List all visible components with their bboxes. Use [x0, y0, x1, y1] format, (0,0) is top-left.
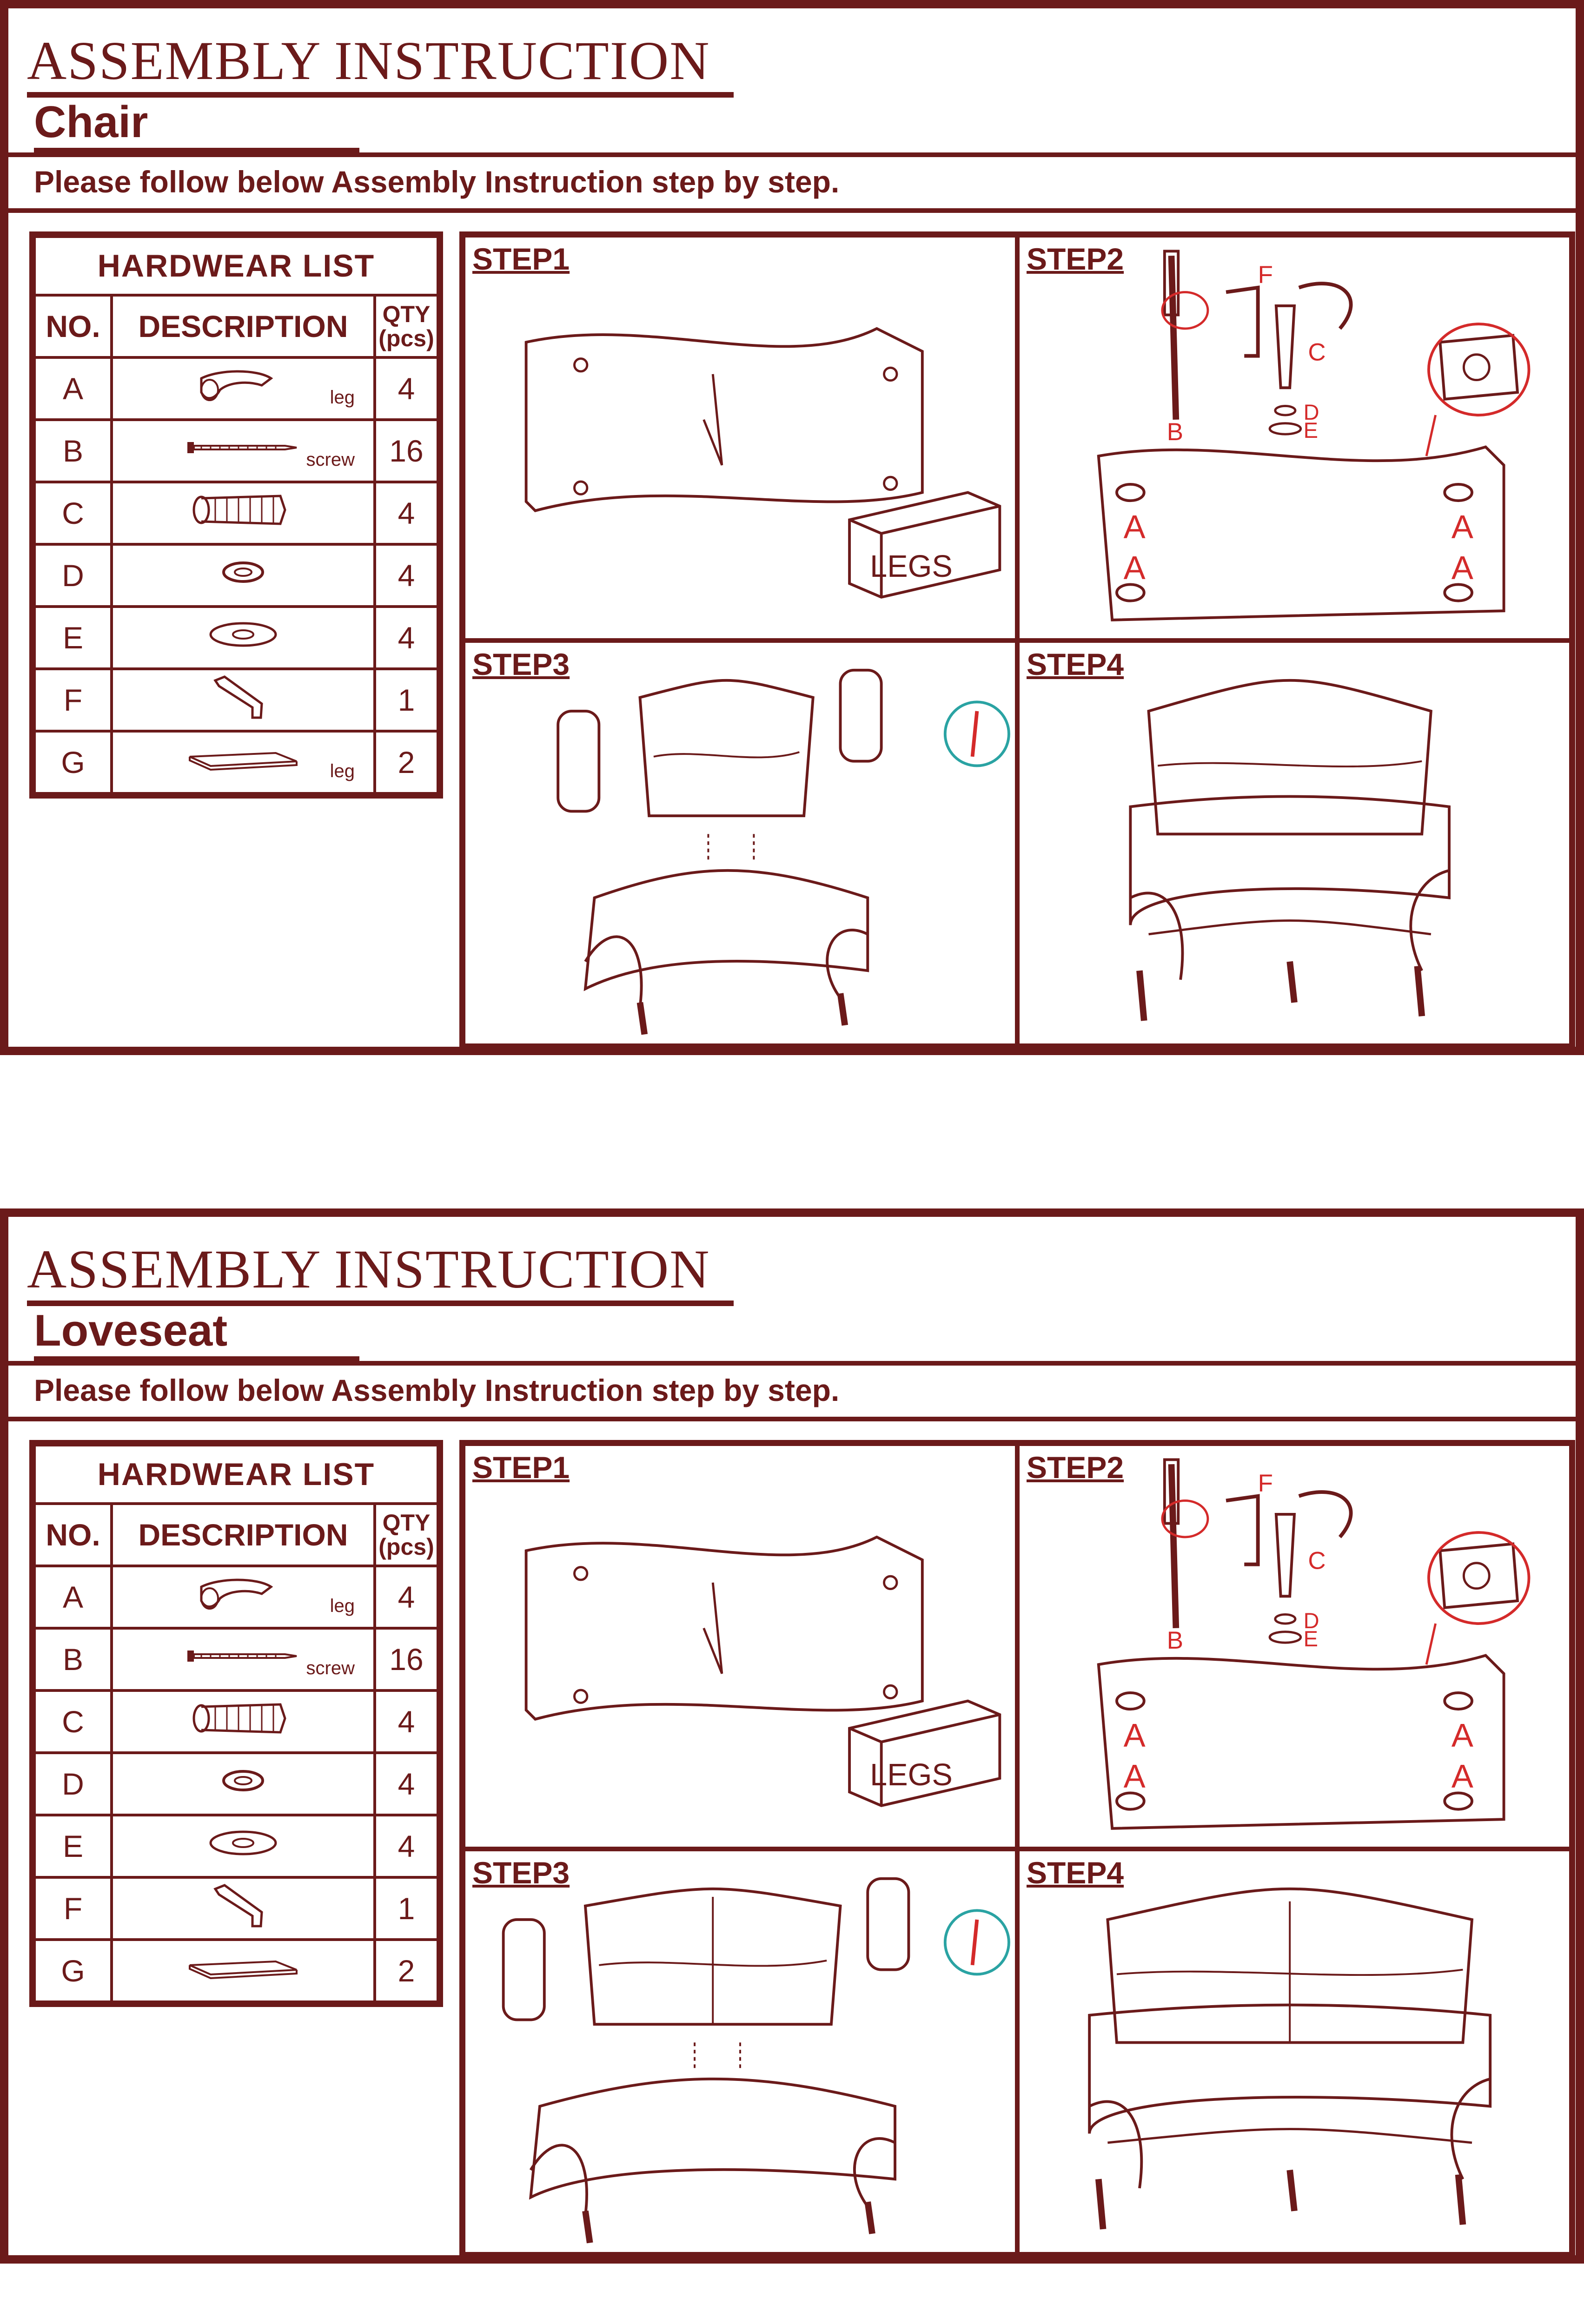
part-description [112, 1877, 375, 1940]
hardware-row [34, 607, 438, 669]
hardware-row [34, 482, 438, 544]
part-description [112, 357, 375, 420]
instruction-text: Please follow below Assembly Instruction step by step. [34, 165, 840, 199]
step-panel-4 [1017, 640, 1571, 1046]
part-qty: 4 [375, 482, 438, 544]
hardware-row [34, 1815, 438, 1877]
step-title: STEP3 [472, 647, 570, 681]
hardware-row [34, 1940, 438, 2002]
part-qty: 4 [375, 1566, 438, 1628]
label-E: E [1303, 1626, 1318, 1651]
col-qty: QTY (pcs) [375, 295, 438, 357]
divider [8, 152, 1576, 157]
step-panel-1 [463, 235, 1017, 640]
product-underline [34, 148, 359, 152]
label-D: D [1303, 399, 1319, 424]
part-b-icon [183, 1642, 304, 1677]
col-no: NO. [34, 1504, 112, 1566]
part-c-icon [187, 1711, 299, 1746]
part-description [112, 607, 375, 669]
instruction-sheet-chair [0, 0, 1584, 1055]
step-title: STEP1 [472, 242, 570, 276]
divider [8, 1417, 1576, 1421]
label-F: F [1258, 1469, 1273, 1497]
part-qty: 16 [375, 420, 438, 482]
hardware-list [29, 1440, 443, 2007]
part-qty: 4 [375, 1690, 438, 1753]
hardware-list-header: HARDWEAR LIST [34, 237, 438, 295]
hardware-row [34, 669, 438, 731]
part-number: G [34, 731, 112, 793]
hardware-row [34, 731, 438, 793]
part-e-icon [201, 623, 285, 657]
label-C: C [1308, 338, 1326, 366]
part-qty: 4 [375, 607, 438, 669]
col-qty: QTY (pcs) [375, 1504, 438, 1566]
label-E: E [1303, 418, 1318, 442]
hardware-row [34, 1566, 438, 1628]
product-name: Chair [34, 97, 148, 147]
seat-base-illustration [465, 238, 1015, 638]
mark-A: A [1123, 1757, 1146, 1795]
part-qty: 2 [375, 731, 438, 793]
divider [8, 1361, 1576, 1366]
part-description [112, 731, 375, 793]
part-qty: 4 [375, 544, 438, 607]
step-panel-1 [463, 1444, 1017, 1849]
part-number: A [34, 1566, 112, 1628]
mark-A: A [1123, 549, 1146, 586]
attach-back-illustration [465, 643, 1015, 1043]
label-B: B [1166, 418, 1184, 446]
legs-box-label: LEGS [870, 1757, 953, 1792]
hardware-row [34, 420, 438, 482]
part-d-icon [215, 561, 271, 595]
part-description [112, 544, 375, 607]
part-number: E [34, 1815, 112, 1877]
mark-A: A [1123, 508, 1146, 545]
part-label: leg [330, 1596, 355, 1616]
step-panel-3 [463, 1849, 1017, 2254]
divider [8, 208, 1576, 213]
mark-A: A [1451, 549, 1473, 586]
part-description [112, 1566, 375, 1628]
part-label: leg [330, 387, 355, 408]
part-number: F [34, 669, 112, 731]
step-panel-2 [1017, 235, 1571, 640]
part-f-icon [206, 1903, 280, 1937]
attach-legs-illustration [1020, 1446, 1569, 1847]
part-qty: 1 [375, 1877, 438, 1940]
hardware-row [34, 1753, 438, 1815]
hardware-list [29, 231, 443, 799]
part-qty: 4 [375, 357, 438, 420]
step-panel-2 [1017, 1444, 1571, 1849]
part-label: screw [306, 1658, 355, 1678]
part-label: screw [306, 449, 355, 470]
part-d-icon [215, 1769, 271, 1803]
label-C: C [1308, 1547, 1326, 1575]
part-description [112, 1628, 375, 1690]
product-name: Loveseat [34, 1306, 228, 1355]
part-description [112, 420, 375, 482]
part-description [112, 1815, 375, 1877]
part-number: E [34, 607, 112, 669]
part-description [112, 1690, 375, 1753]
label-D: D [1303, 1608, 1319, 1633]
part-qty: 4 [375, 1753, 438, 1815]
assembled-seat-illustration [1020, 643, 1569, 1043]
part-qty: 4 [375, 1815, 438, 1877]
hardware-list-header: HARDWEAR LIST [34, 1445, 438, 1504]
part-qty: 16 [375, 1628, 438, 1690]
step-panel-4 [1017, 1849, 1571, 2254]
part-number: G [34, 1940, 112, 2002]
hardware-row [34, 1628, 438, 1690]
part-number: A [34, 357, 112, 420]
part-label: leg [330, 761, 355, 781]
mark-A: A [1451, 1757, 1473, 1795]
attach-legs-illustration [1020, 238, 1569, 638]
instruction-text: Please follow below Assembly Instruction step by step. [34, 1373, 840, 1407]
part-qty: 2 [375, 1940, 438, 2002]
label-B: B [1166, 1626, 1184, 1654]
part-e-icon [201, 1831, 285, 1866]
part-number: D [34, 544, 112, 607]
part-g-icon [183, 747, 304, 782]
legs-box-label: LEGS [870, 549, 953, 584]
col-no: NO. [34, 295, 112, 357]
mark-A: A [1451, 1717, 1473, 1754]
col-description: DESCRIPTION [112, 295, 375, 357]
step-title: STEP2 [1027, 1450, 1124, 1485]
instruction-sheet-loveseat [0, 1208, 1584, 2264]
hardware-row [34, 544, 438, 607]
sheet-title: ASSEMBLY INSTRUCTION [27, 1239, 710, 1300]
product-underline [34, 1356, 359, 1361]
sheet-title: ASSEMBLY INSTRUCTION [27, 30, 710, 91]
part-qty: 1 [375, 669, 438, 731]
step-title: STEP3 [472, 1855, 570, 1890]
mark-A: A [1123, 1717, 1146, 1754]
part-number: D [34, 1753, 112, 1815]
seat-base-illustration [465, 1446, 1015, 1847]
assembled-seat-illustration [1020, 1851, 1569, 2252]
col-description: DESCRIPTION [112, 1504, 375, 1566]
hardware-row [34, 1690, 438, 1753]
label-F: F [1258, 261, 1273, 289]
attach-back-illustration [465, 1851, 1015, 2252]
step-title: STEP1 [472, 1450, 570, 1485]
part-number: B [34, 420, 112, 482]
part-description [112, 482, 375, 544]
part-f-icon [206, 694, 280, 729]
part-number: C [34, 482, 112, 544]
part-description [112, 1940, 375, 2002]
step-title: STEP4 [1027, 647, 1124, 681]
part-a-icon [192, 1587, 294, 1621]
hardware-row [34, 1877, 438, 1940]
part-a-icon [192, 378, 294, 413]
part-number: C [34, 1690, 112, 1753]
step-panel-3 [463, 640, 1017, 1046]
mark-A: A [1451, 508, 1473, 545]
part-number: F [34, 1877, 112, 1940]
steps-grid [459, 1440, 1575, 2258]
part-b-icon [183, 434, 304, 468]
part-description [112, 669, 375, 731]
part-description [112, 1753, 375, 1815]
part-number: B [34, 1628, 112, 1690]
hardware-row [34, 357, 438, 420]
part-g-icon [183, 1956, 304, 1990]
steps-grid [459, 231, 1575, 1050]
part-c-icon [187, 503, 299, 537]
step-title: STEP4 [1027, 1855, 1124, 1890]
step-title: STEP2 [1027, 242, 1124, 276]
